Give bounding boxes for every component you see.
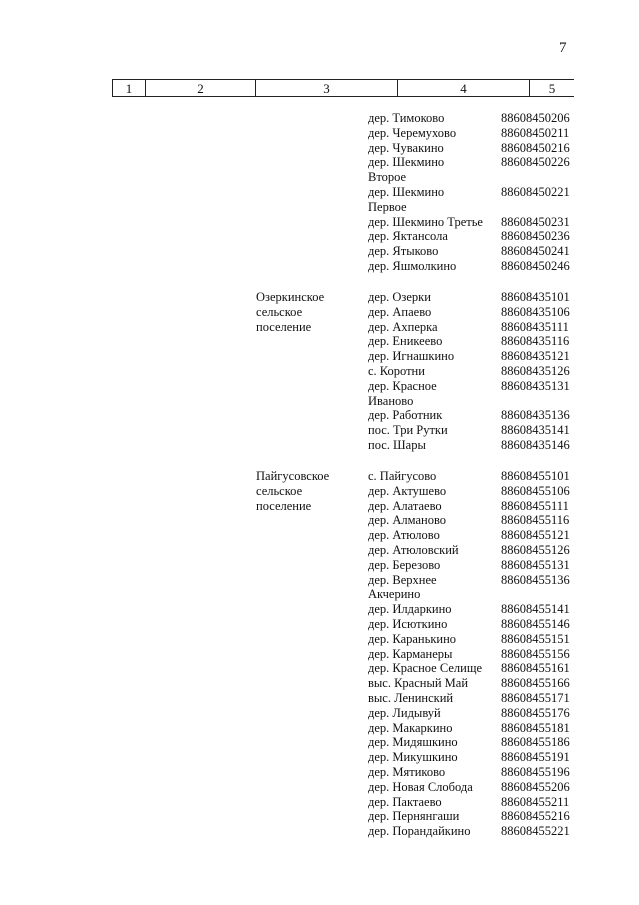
locality-name: дер. Исюткино xyxy=(368,617,448,631)
oktmo-code: 88608435131 xyxy=(501,378,570,393)
locality-name: дер. Актушево xyxy=(368,483,447,498)
locality-name: дер. Тимоково xyxy=(368,111,445,125)
oktmo-code: 88608455146 xyxy=(501,617,570,631)
oktmo-code: 88608435116 xyxy=(501,334,570,349)
oktmo-code: 88608455131 xyxy=(501,557,570,572)
locality-name: дер. Макаркино xyxy=(368,720,453,735)
oktmo-code: 88608435111 xyxy=(501,319,569,334)
oktmo-code: 88608450216 xyxy=(501,140,570,155)
oktmo-code: 88608450221 xyxy=(501,185,570,199)
oktmo-code: 88608435106 xyxy=(501,304,570,319)
oktmo-code: 88608455141 xyxy=(501,602,570,617)
locality-name: дер. Порандайкино xyxy=(368,824,471,839)
header-cell-2: 2 xyxy=(145,80,255,96)
oktmo-code: 88608435101 xyxy=(501,290,570,304)
oktmo-code: 88608455196 xyxy=(501,765,570,779)
locality-name: выс. Красный Май xyxy=(368,676,469,691)
oktmo-code: 88608435146 xyxy=(501,438,570,452)
oktmo-code: 88608455211 xyxy=(501,794,570,809)
locality-name: выс. Ленинский xyxy=(368,691,454,705)
locality-name: пос. Три Рутки xyxy=(368,423,448,438)
locality-name: дер. Красное Селище xyxy=(368,661,482,676)
oktmo-code: 88608455186 xyxy=(501,735,570,750)
locality-name: дер. Ахперка xyxy=(368,319,438,334)
locality-name: дер. Чувакино xyxy=(368,140,444,155)
oktmo-code: 88608455176 xyxy=(501,705,570,720)
oktmo-code: 88608450246 xyxy=(501,259,570,273)
locality-name: дер. Черемухово xyxy=(368,125,457,140)
oktmo-code: 88608455171 xyxy=(501,691,570,705)
oktmo-code: 88608455181 xyxy=(501,720,570,735)
oktmo-code: 88608455161 xyxy=(501,661,570,676)
oktmo-code: 88608455191 xyxy=(501,750,570,765)
locality-name: дер. Яктансола xyxy=(368,229,448,244)
page-number: 7 xyxy=(559,40,567,56)
locality-name: дер. Ятыково xyxy=(368,244,439,259)
oktmo-code: 88608450226 xyxy=(501,155,570,170)
locality-name: дер. Пактаево xyxy=(368,794,442,809)
locality-name: дер. Березово xyxy=(368,557,441,572)
oktmo-code: 88608455101 xyxy=(501,469,570,483)
header-cell-3: 3 xyxy=(255,80,397,96)
oktmo-code: 88608455221 xyxy=(501,824,570,839)
oktmo-code: 88608435141 xyxy=(501,423,570,438)
oktmo-code: 88608435136 xyxy=(501,408,570,423)
group-name: Пайгусовское сельское поселение xyxy=(256,469,330,513)
oktmo-code: 88608455166 xyxy=(501,676,570,691)
oktmo-code: 88608455151 xyxy=(501,631,570,646)
locality-name: дер. Атюловский xyxy=(368,543,459,557)
locality-name: с. Пайгусово xyxy=(368,469,437,483)
locality-name: пос. Шары xyxy=(368,438,426,452)
locality-name: дер. Микушкино xyxy=(368,750,458,765)
oktmo-code: 88608435126 xyxy=(501,364,570,378)
locality-name: дер. Мидяшкино xyxy=(368,735,458,750)
locality-name: дер. Озерки xyxy=(368,290,431,304)
table-header-row xyxy=(112,79,574,97)
oktmo-code: 88608450241 xyxy=(501,244,570,259)
locality-name: дер. Работник xyxy=(368,408,443,423)
locality-name: дер. Алманово xyxy=(368,513,447,528)
oktmo-code: 88608435121 xyxy=(501,349,570,364)
group-name: Озеркинское сельское поселение xyxy=(256,290,325,334)
locality-name: дер. Шекмино Третье xyxy=(368,214,483,229)
locality-name: дер. Мятиково xyxy=(368,765,446,779)
oktmo-code: 88608450236 xyxy=(501,229,570,244)
locality-name: дер. Еникеево xyxy=(368,334,443,349)
oktmo-code: 88608450206 xyxy=(501,111,570,125)
header-cell-4: 4 xyxy=(397,80,529,96)
header-cell-5: 5 xyxy=(529,80,574,96)
locality-name: дер. Яшмолкино xyxy=(368,259,457,273)
oktmo-code: 88608455126 xyxy=(501,543,570,557)
locality-name: дер. Пернянгаши xyxy=(368,809,460,824)
locality-name: дер. Красное Иваново xyxy=(368,378,437,408)
oktmo-code: 88608455216 xyxy=(501,809,570,824)
oktmo-code: 88608455111 xyxy=(501,498,569,513)
locality-name: дер. Верхнее Акчерино xyxy=(368,572,437,602)
oktmo-code: 88608455116 xyxy=(501,513,570,528)
header-cell-1: 1 xyxy=(112,80,145,96)
locality-name: дер. Новая Слобода xyxy=(368,779,473,794)
locality-name: дер. Алатаево xyxy=(368,498,442,513)
oktmo-code: 88608450211 xyxy=(501,125,570,140)
oktmo-code: 88608455121 xyxy=(501,528,570,543)
locality-name: дер. Лидывуй xyxy=(368,705,441,720)
locality-name: дер. Атюлово xyxy=(368,528,440,543)
locality-name: дер. Апаево xyxy=(368,304,432,319)
oktmo-code: 88608455106 xyxy=(501,483,570,498)
oktmo-code: 88608450231 xyxy=(501,214,570,229)
locality-name: дер. Игнашкино xyxy=(368,349,455,364)
locality-name: с. Коротни xyxy=(368,364,425,378)
locality-name: дер. Илдаркино xyxy=(368,602,452,617)
oktmo-code: 88608455156 xyxy=(501,646,570,661)
locality-name: дер. Карманеры xyxy=(368,646,453,661)
oktmo-code: 88608455136 xyxy=(501,572,570,587)
locality-name: дер. Шекмино Первое xyxy=(368,185,445,214)
locality-name: дер. Каранькино xyxy=(368,631,457,646)
oktmo-code: 88608455206 xyxy=(501,779,570,794)
locality-name: дер. Шекмино Второе xyxy=(368,155,445,185)
